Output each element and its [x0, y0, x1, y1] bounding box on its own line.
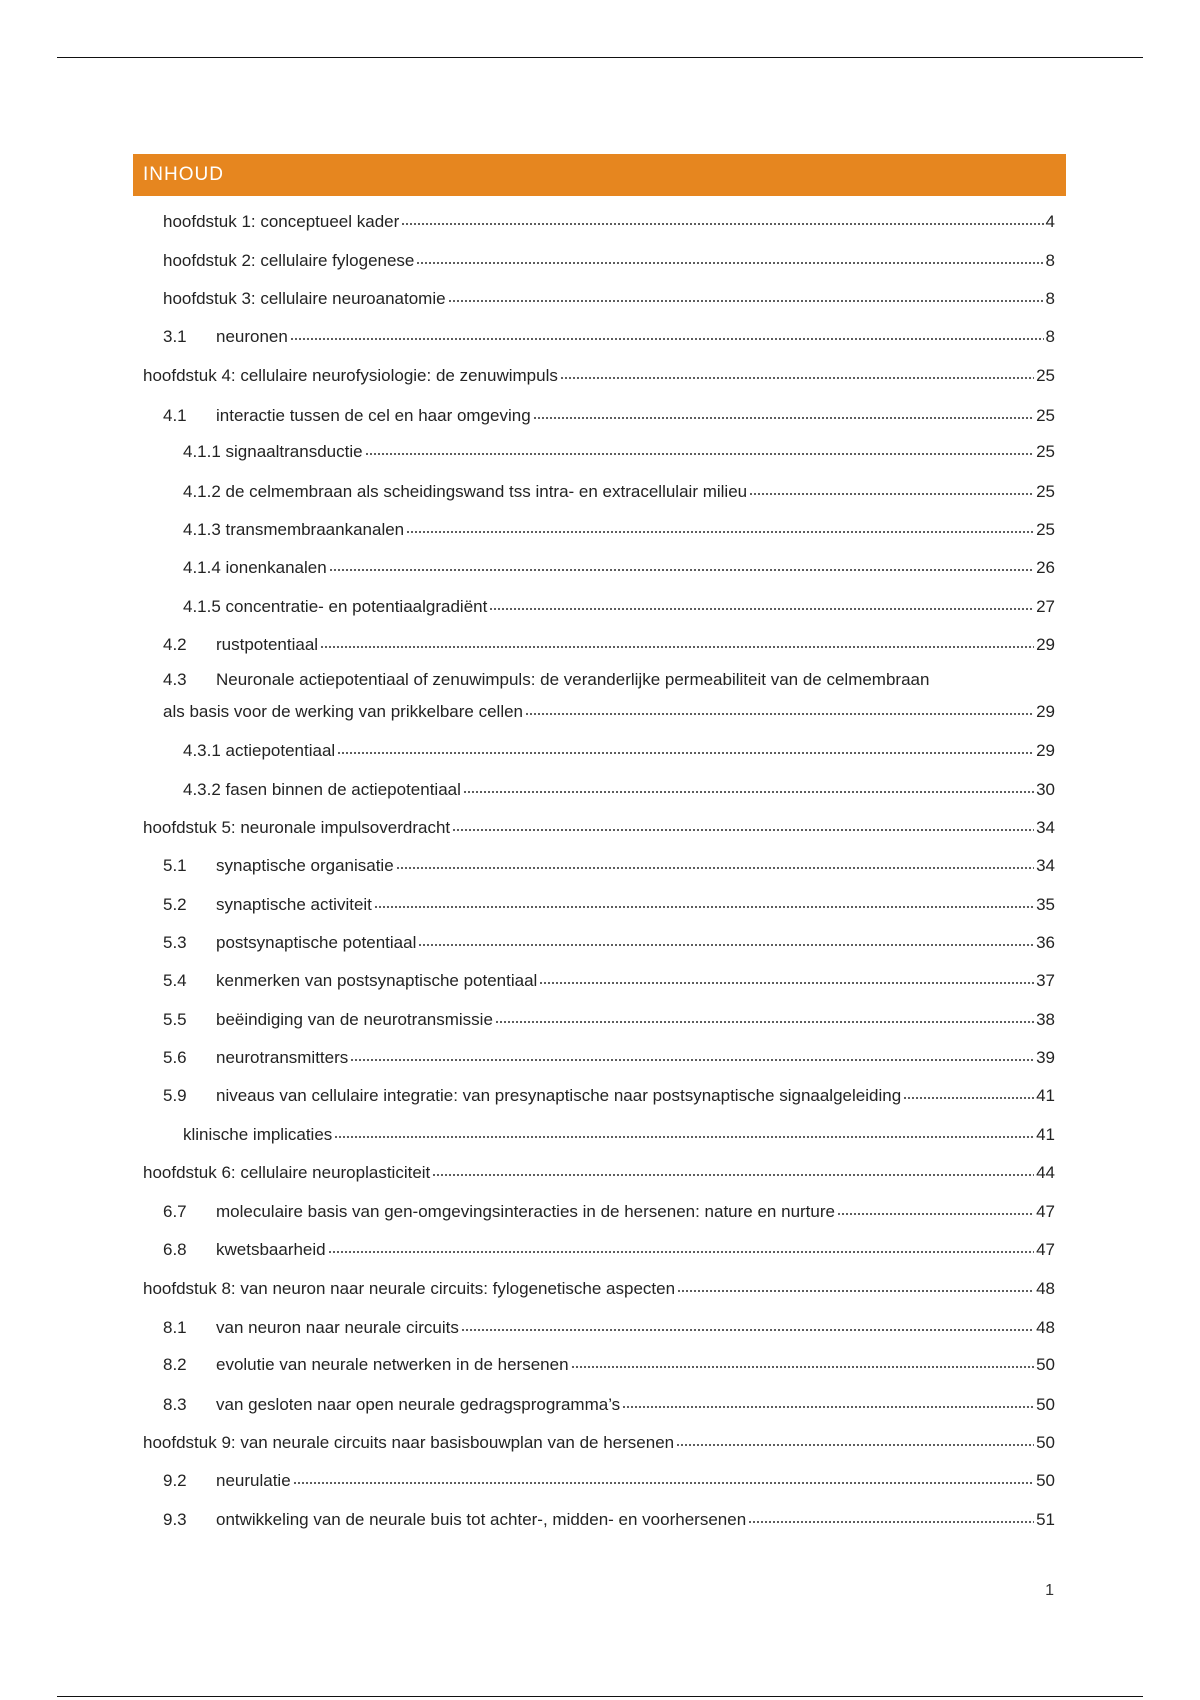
- toc-entry-number: 5.9: [163, 1086, 187, 1105]
- toc-entry-page: 29: [1036, 635, 1055, 654]
- dot-leader: [560, 361, 1034, 381]
- dot-leader: [461, 1313, 1034, 1333]
- dot-leader: [401, 207, 1043, 227]
- toc-entry[interactable]: [163, 1197, 1055, 1223]
- toc-entry[interactable]: [163, 928, 1055, 954]
- toc-entry-page: 39: [1036, 1048, 1055, 1067]
- dot-leader: [337, 736, 1034, 756]
- toc-entry-text: van gesloten naar open neurale gedragsprogramma’s: [216, 1395, 621, 1414]
- toc-entry-wrapped-first-line[interactable]: [163, 669, 929, 691]
- dot-leader: [293, 1466, 1034, 1486]
- dot-leader: [365, 437, 1035, 457]
- toc-entry-page: 48: [1036, 1318, 1055, 1337]
- toc-entry-text: 4.1.4 ionenkanalen: [183, 558, 327, 577]
- toc-entry-text-continued: als basis voor de werking van prikkelbare cellen: [163, 702, 524, 721]
- toc-entry[interactable]: [143, 361, 1055, 387]
- toc-entry-text: 4.1.5 concentratie- en potentiaalgradiënt: [183, 597, 488, 616]
- toc-entry-number: 5.6: [163, 1048, 187, 1067]
- toc-entry[interactable]: [183, 592, 1055, 618]
- toc-entry-text: neuronen: [216, 327, 288, 346]
- dot-leader: [320, 630, 1034, 650]
- toc-entry[interactable]: [163, 284, 1055, 310]
- toc-entry[interactable]: [183, 477, 1055, 503]
- dot-leader: [374, 890, 1034, 910]
- toc-entry-text: klinische implicaties: [183, 1125, 333, 1144]
- toc-entry-page: 8: [1045, 289, 1055, 308]
- toc-entry[interactable]: [143, 813, 1055, 839]
- dot-leader: [489, 592, 1034, 612]
- toc-entry-number: 4.3: [163, 670, 187, 689]
- toc-entry-text: synaptische organisatie: [216, 856, 394, 875]
- toc-entry-text: hoofdstuk 6: cellulaire neuroplasticiteit: [143, 1163, 431, 1182]
- toc-entry-number: 3.1: [163, 327, 187, 346]
- toc-entry[interactable]: [163, 1390, 1055, 1416]
- dot-leader: [463, 775, 1034, 795]
- toc-entry-text: 4.1.1 signaaltransductie: [183, 442, 363, 461]
- toc-entry-text: van neuron naar neurale circuits: [216, 1318, 459, 1337]
- toc-entry-page: 37: [1036, 971, 1055, 990]
- toc-entry-number: 4.2: [163, 635, 187, 654]
- toc-entry-page: 29: [1036, 741, 1055, 760]
- toc-entry[interactable]: [163, 1350, 1055, 1376]
- toc-entry[interactable]: [183, 515, 1055, 541]
- toc-entry-text: hoofdstuk 8: van neuron naar neurale circuits: fylogenetische aspecten: [143, 1279, 676, 1298]
- toc-entry-text: 4.3.2 fasen binnen de actiepotentiaal: [183, 780, 461, 799]
- toc-entry-page: 41: [1036, 1125, 1055, 1144]
- toc-entry-page: 27: [1036, 597, 1055, 616]
- toc-entry-page: 44: [1036, 1163, 1055, 1182]
- dot-leader: [676, 1428, 1034, 1448]
- toc-entry-page: 47: [1036, 1202, 1055, 1221]
- toc-entry[interactable]: [163, 207, 1055, 233]
- toc-entry-text: neurulatie: [216, 1471, 291, 1490]
- toc-entry-page: 50: [1036, 1471, 1055, 1490]
- toc-entry-text: niveaus van cellulaire integratie: van presynaptische naar postsynaptische signaalgeleiding: [216, 1086, 902, 1105]
- toc-entry[interactable]: [183, 1120, 1055, 1146]
- toc-entry[interactable]: [163, 246, 1055, 272]
- toc-entry[interactable]: [163, 322, 1055, 348]
- dot-leader: [416, 246, 1043, 266]
- dot-leader: [328, 1235, 1034, 1255]
- toc-entry-page: 26: [1036, 558, 1055, 577]
- toc-entry-text: hoofdstuk 5: neuronale impulsoverdracht: [143, 818, 451, 837]
- dot-leader: [525, 697, 1034, 717]
- toc-entry[interactable]: [163, 697, 1055, 723]
- dot-leader: [748, 1505, 1034, 1525]
- dot-leader: [290, 322, 1044, 342]
- toc-entry-page: 47: [1036, 1240, 1055, 1259]
- toc-entry-number: 9.3: [163, 1510, 187, 1529]
- toc-entry[interactable]: [143, 1274, 1055, 1300]
- dot-leader: [837, 1197, 1034, 1217]
- toc-entry[interactable]: [163, 966, 1055, 992]
- dot-leader: [571, 1350, 1035, 1370]
- toc-entry-page: 25: [1036, 406, 1055, 425]
- toc-entry-page: 36: [1036, 933, 1055, 952]
- toc-entry-text: kenmerken van postsynaptische potentiaal: [216, 971, 538, 990]
- toc-entry-page: 25: [1036, 482, 1055, 501]
- toc-entry-page: 25: [1036, 520, 1055, 539]
- dot-leader: [418, 928, 1034, 948]
- toc-entry-page: 50: [1036, 1355, 1055, 1374]
- toc-entry[interactable]: [143, 1158, 1055, 1184]
- toc-entry-text: evolutie van neurale netwerken in de hersenen: [216, 1355, 569, 1374]
- dot-leader: [432, 1158, 1034, 1178]
- dot-leader: [396, 851, 1034, 871]
- toc-entry-text: interactie tussen de cel en haar omgeving: [216, 406, 531, 425]
- toc-entry-page: 50: [1036, 1395, 1055, 1414]
- dot-leader: [334, 1120, 1034, 1140]
- toc-entry-number: 6.7: [163, 1202, 187, 1221]
- dot-leader: [749, 477, 1034, 497]
- toc-entry-number: 5.2: [163, 895, 187, 914]
- toc-entry-text: kwetsbaarheid: [216, 1240, 326, 1259]
- toc-entry[interactable]: [143, 1428, 1055, 1454]
- toc-entry-text: hoofdstuk 2: cellulaire fylogenese: [163, 251, 415, 270]
- toc-entry[interactable]: [163, 890, 1055, 916]
- dot-leader: [448, 284, 1044, 304]
- toc-entry-page: 25: [1036, 366, 1055, 385]
- toc-entry[interactable]: [163, 1313, 1055, 1339]
- page-number: 1: [1045, 1582, 1054, 1599]
- toc-entry-text: neurotransmitters: [216, 1048, 349, 1067]
- toc-entry-text: moleculaire basis van gen-omgevingsinteracties in de hersenen: nature en nurture: [216, 1202, 835, 1221]
- toc-entry[interactable]: [163, 1235, 1055, 1261]
- dot-leader: [533, 401, 1034, 421]
- toc-entry-text: 4.3.1 actiepotentiaal: [183, 741, 336, 760]
- toc-entry-number: 5.5: [163, 1010, 187, 1029]
- dot-leader: [903, 1081, 1034, 1101]
- toc-entry[interactable]: [163, 1005, 1055, 1031]
- toc-entry-text: ontwikkeling van de neurale buis tot achter-, midden- en voorhersenen: [216, 1510, 747, 1529]
- toc-entry-text: rustpotentiaal: [216, 635, 319, 654]
- toc-entry-text: synaptische activiteit: [216, 895, 372, 914]
- toc-title: INHOUD: [143, 164, 224, 185]
- toc-entry-page: 34: [1036, 856, 1055, 875]
- toc-entry-text: beëindiging van de neurotransmissie: [216, 1010, 493, 1029]
- toc-entry[interactable]: [183, 437, 1055, 463]
- toc-entry-page: 34: [1036, 818, 1055, 837]
- toc-entry-text: 4.1.3 transmembraankanalen: [183, 520, 405, 539]
- dot-leader: [622, 1390, 1034, 1410]
- toc-entry-text: 4.1.2 de celmembraan als scheidingswand tss intra- en extracellulair milieu: [183, 482, 748, 501]
- toc-entry-page: 25: [1036, 442, 1055, 461]
- toc-entry[interactable]: [163, 1505, 1055, 1531]
- toc-entry-text: hoofdstuk 3: cellulaire neuroanatomie: [163, 289, 446, 308]
- toc-entry-number: 5.4: [163, 971, 187, 990]
- dot-leader: [452, 813, 1034, 833]
- toc-entry-page: 50: [1036, 1433, 1055, 1452]
- toc-entry-text: postsynaptische potentiaal: [216, 933, 417, 952]
- toc-entry-text: Neuronale actiepotentiaal of zenuwimpuls: de veranderlijke permeabiliteit van de celmembraan: [216, 670, 930, 689]
- toc-entry-number: 5.1: [163, 856, 187, 875]
- toc-entry[interactable]: [183, 736, 1055, 762]
- toc-entry[interactable]: [163, 851, 1055, 877]
- toc-entry-number: 9.2: [163, 1471, 187, 1490]
- toc-entry[interactable]: [163, 1043, 1055, 1069]
- dot-leader: [350, 1043, 1034, 1063]
- toc-entry[interactable]: [163, 1081, 1055, 1107]
- dot-leader: [329, 553, 1034, 573]
- top-rule: [57, 57, 1143, 58]
- dot-leader: [677, 1274, 1034, 1294]
- toc-entry[interactable]: [183, 553, 1055, 579]
- toc-entry-number: 5.3: [163, 933, 187, 952]
- toc-entry-page: 38: [1036, 1010, 1055, 1029]
- toc-entry-page: 29: [1036, 702, 1055, 721]
- toc-entry-number: 6.8: [163, 1240, 187, 1259]
- toc-entry-text: hoofdstuk 4: cellulaire neurofysiologie: de zenuwimpuls: [143, 366, 558, 385]
- toc-entry-page: 48: [1036, 1279, 1055, 1298]
- toc-entry[interactable]: [183, 775, 1055, 801]
- toc-entry-page: 8: [1045, 251, 1055, 270]
- toc-entry-number: 4.1: [163, 406, 187, 425]
- toc-entry[interactable]: [163, 401, 1055, 427]
- toc-entry-page: 35: [1036, 895, 1055, 914]
- toc-entry-text: hoofdstuk 1: conceptueel kader: [163, 212, 400, 231]
- dot-leader: [539, 966, 1034, 986]
- toc-entry-number: 8.1: [163, 1318, 187, 1337]
- dot-leader: [406, 515, 1034, 535]
- toc-heading: [133, 154, 1066, 196]
- dot-leader: [495, 1005, 1034, 1025]
- toc-entry-page: 51: [1036, 1510, 1055, 1529]
- bottom-rule: [57, 1696, 1143, 1697]
- toc-entry-number: 8.2: [163, 1355, 187, 1374]
- toc-entry-page: 8: [1045, 327, 1055, 346]
- toc-entry-page: 4: [1045, 212, 1055, 231]
- toc-entry-text: hoofdstuk 9: van neurale circuits naar basisbouwplan van de hersenen: [143, 1433, 675, 1452]
- toc-entry[interactable]: [163, 630, 1055, 656]
- toc-entry-page: 41: [1036, 1086, 1055, 1105]
- toc-entry-number: 8.3: [163, 1395, 187, 1414]
- toc-entry[interactable]: [163, 1466, 1055, 1492]
- toc-entry-page: 30: [1036, 780, 1055, 799]
